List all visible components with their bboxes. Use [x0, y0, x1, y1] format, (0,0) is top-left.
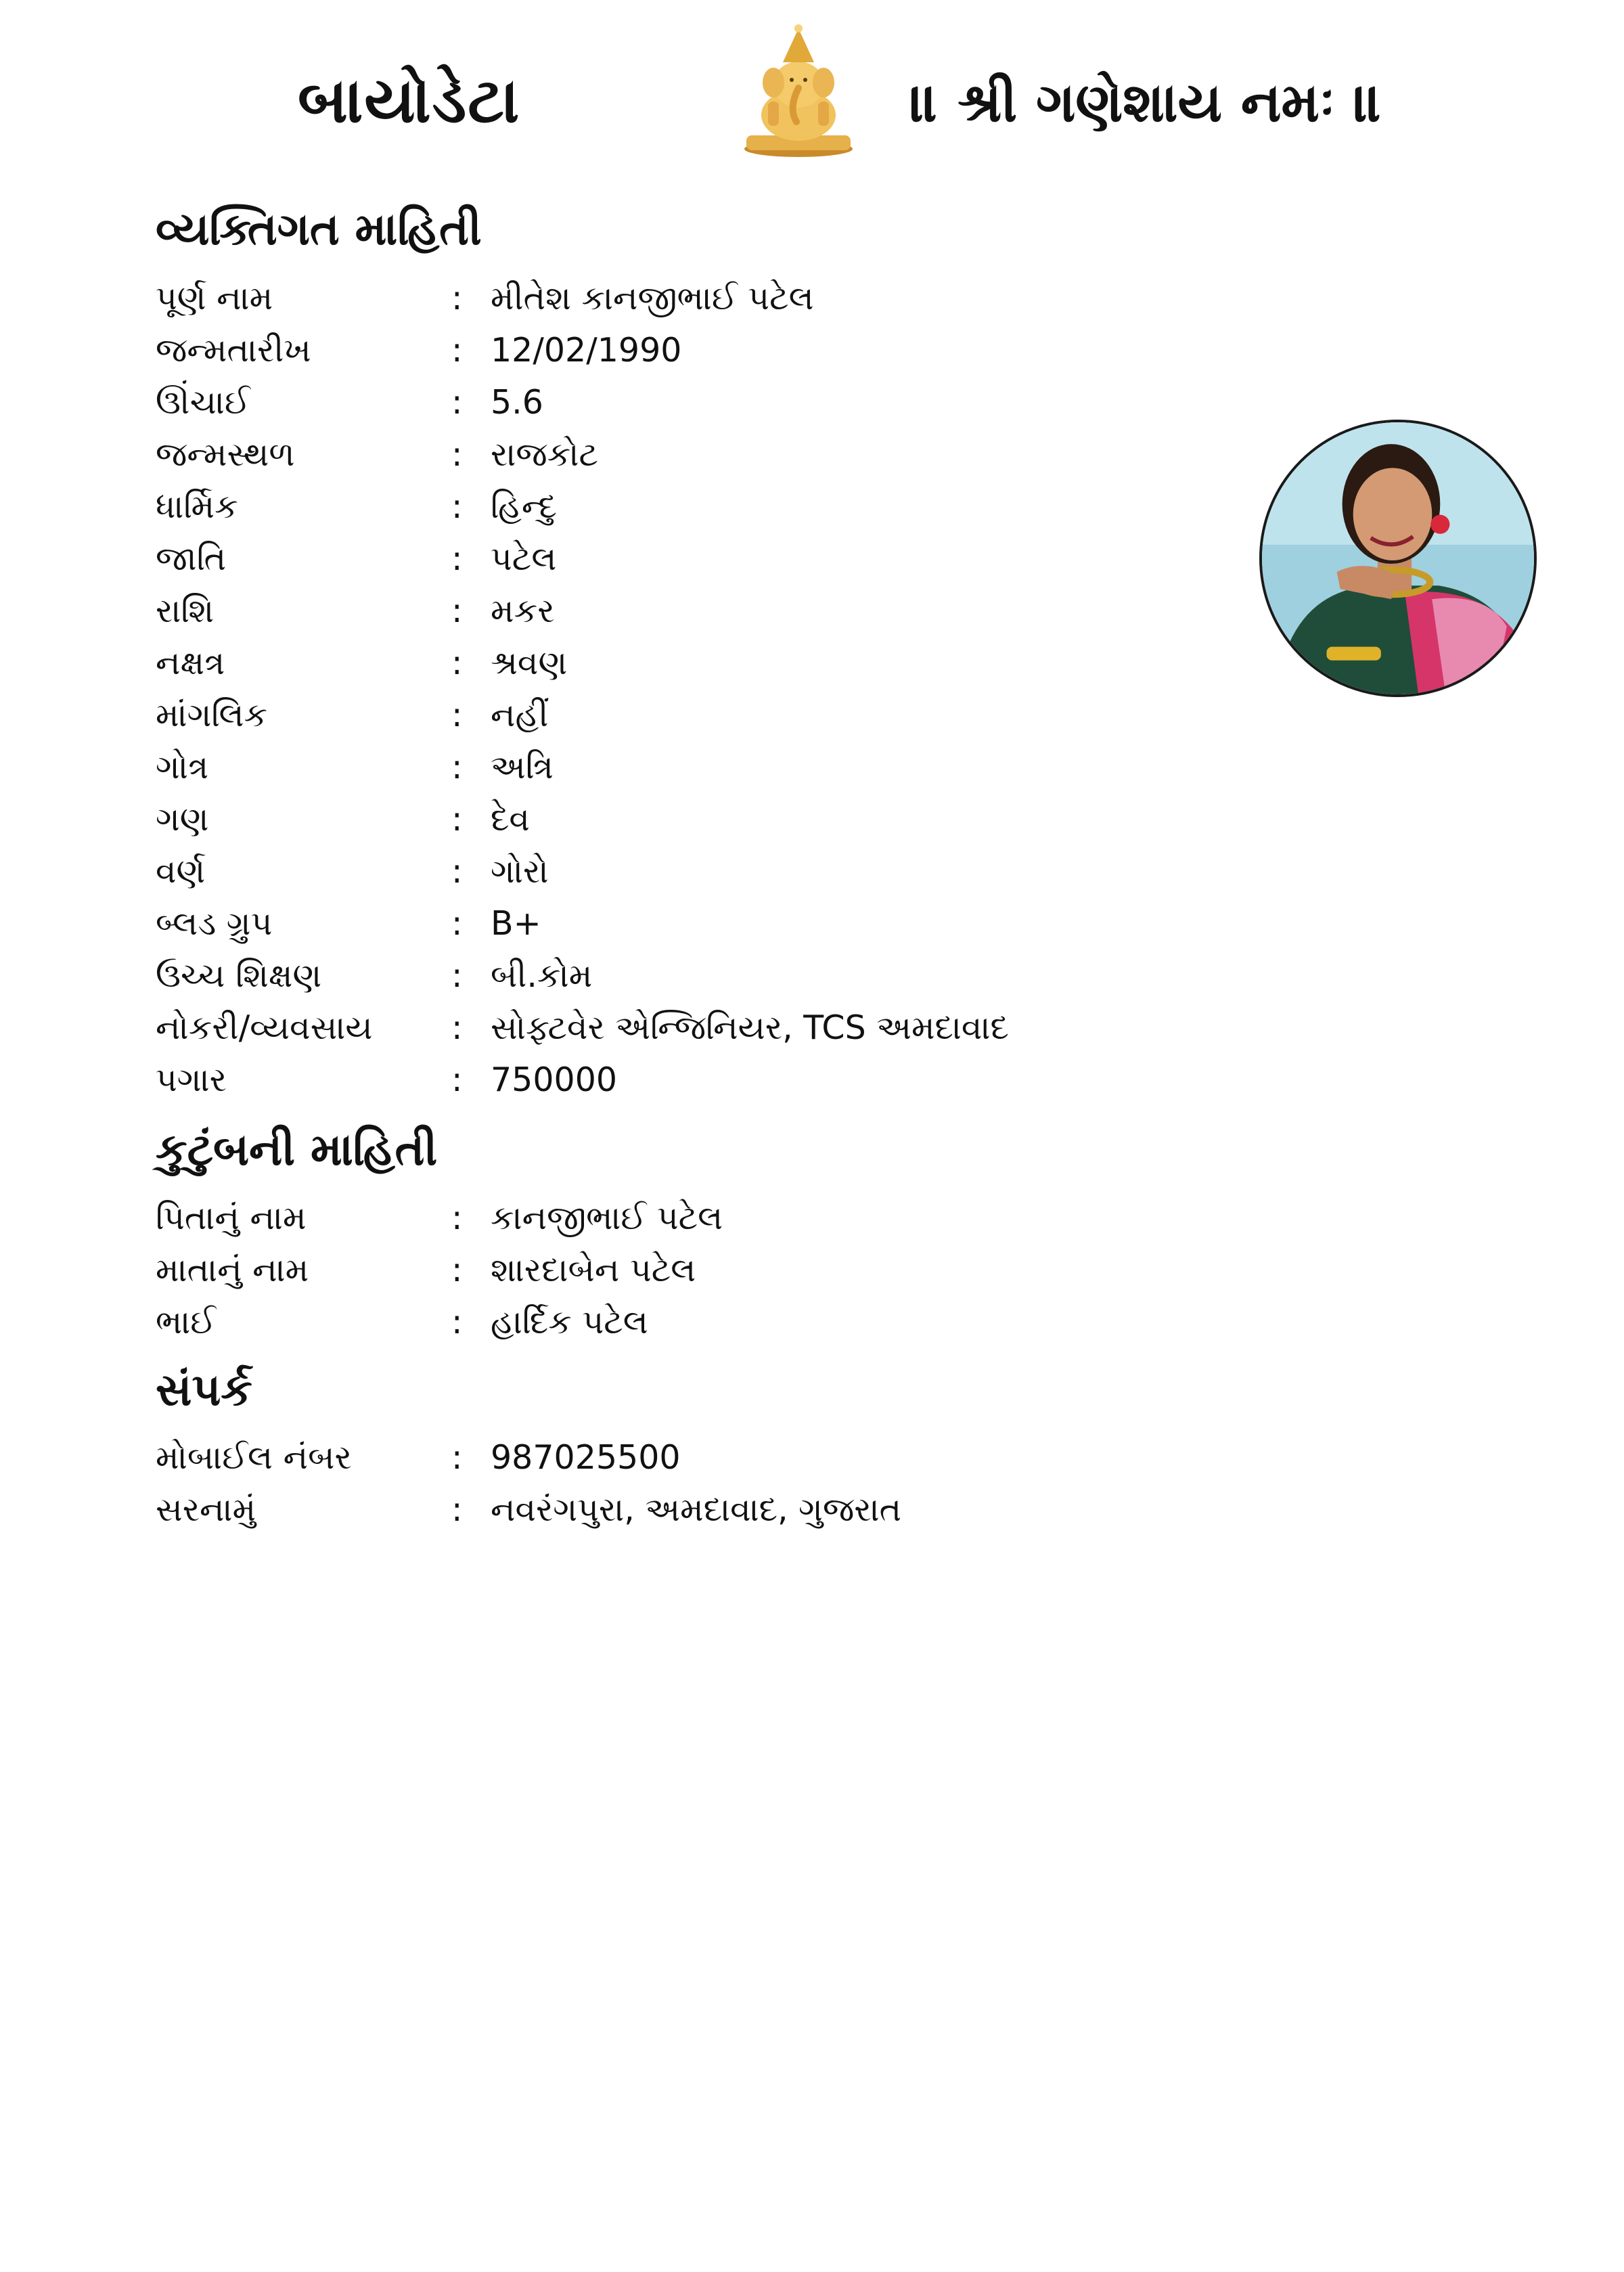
field-separator: :	[451, 487, 463, 526]
field-value: સોફ્ટવેર એન્જિનિયર, TCS અમદાવાદ	[491, 1008, 1009, 1047]
field-separator: :	[451, 279, 463, 317]
personal-info-heading: વ્યક્તિગત માહિતી	[156, 203, 482, 255]
field-label: વર્ણ	[156, 852, 206, 891]
field-label: નોકરી/વ્યવસાય	[156, 1008, 373, 1047]
personal-field-row	[156, 847, 1171, 897]
personal-field-row	[156, 586, 1171, 636]
family-field-row	[156, 1245, 1171, 1295]
family-info-heading: કુટુંબની માહિતી	[156, 1123, 438, 1176]
field-separator: :	[451, 1251, 463, 1289]
contact-field-row	[156, 1433, 1171, 1483]
field-label: ઊંચાઈ	[156, 383, 250, 422]
field-value: B+	[491, 904, 541, 943]
invocation-text: ॥ શ્રી ગણેશાય નમઃ ॥	[910, 71, 1382, 134]
field-separator: :	[451, 539, 463, 578]
field-separator: :	[451, 331, 463, 370]
personal-field-row	[156, 326, 1171, 376]
field-value: 5.6	[491, 383, 543, 422]
field-value: મકર	[491, 592, 555, 630]
field-label: નક્ષત્ર	[156, 644, 225, 682]
field-label: મોબાઈલ નંબર	[156, 1438, 352, 1477]
field-label: જાતિ	[156, 539, 227, 578]
family-field-row	[156, 1193, 1171, 1243]
field-label: ગણ	[156, 800, 209, 839]
field-separator: :	[451, 1008, 463, 1047]
field-value: પટેલ	[491, 539, 557, 578]
field-label: જન્મતારીખ	[156, 331, 311, 370]
contact-heading: સંપર્ક	[156, 1364, 252, 1416]
personal-field-row	[156, 899, 1171, 949]
page-header	[0, 0, 1624, 176]
field-separator: :	[451, 1061, 463, 1099]
contact-field-row	[156, 1485, 1171, 1535]
field-label: સરનામું	[156, 1490, 256, 1529]
field-value: રાજકોટ	[491, 435, 599, 474]
field-separator: :	[451, 852, 463, 891]
field-label: માતાનું નામ	[156, 1251, 309, 1289]
field-value: દેવ	[491, 800, 530, 839]
field-value: કાનજીભાઈ પટેલ	[491, 1199, 723, 1237]
field-value: 987025500	[491, 1438, 681, 1477]
field-value: બી.કોમ	[491, 956, 593, 995]
field-value: મીતેશ કાનજીભાઈ પટેલ	[491, 279, 814, 317]
field-separator: :	[451, 1490, 463, 1529]
field-value: ગોરો	[491, 852, 549, 891]
field-separator: :	[451, 1438, 463, 1477]
field-label: ભાઈ	[156, 1303, 217, 1341]
field-separator: :	[451, 383, 463, 422]
field-label: ધાર્મિક	[156, 487, 238, 526]
field-label: પૂર્ણ નામ	[156, 279, 273, 317]
document-title: બાયોડેટા	[298, 64, 521, 137]
field-value: શ્રવણ	[491, 644, 568, 682]
personal-field-row	[156, 690, 1171, 740]
field-value: હિન્દુ	[491, 487, 557, 526]
profile-photo	[1259, 420, 1537, 697]
personal-field-row	[156, 273, 1171, 324]
field-label: જન્મસ્થળ	[156, 435, 295, 474]
field-label: પગાર	[156, 1061, 227, 1099]
personal-field-row	[156, 742, 1171, 793]
ganesha-icon	[741, 20, 856, 159]
field-separator: :	[451, 592, 463, 630]
field-value: હાર્દિક પટેલ	[491, 1303, 648, 1341]
personal-field-row	[156, 482, 1171, 532]
field-label: રાશિ	[156, 592, 215, 630]
family-field-row	[156, 1297, 1171, 1347]
field-value: 12/02/1990	[491, 331, 682, 370]
field-separator: :	[451, 696, 463, 734]
field-label: ઉચ્ચ શિક્ષણ	[156, 956, 322, 995]
personal-field-row	[156, 795, 1171, 845]
field-separator: :	[451, 748, 463, 786]
personal-field-row	[156, 1003, 1171, 1053]
field-separator: :	[451, 1199, 463, 1237]
field-label: માંગલિક	[156, 696, 268, 734]
field-separator: :	[451, 1303, 463, 1341]
field-value: નહીં	[491, 696, 549, 734]
personal-field-row	[156, 430, 1171, 480]
field-label: બ્લડ ગ્રુપ	[156, 904, 273, 943]
field-label: પિતાનું નામ	[156, 1199, 307, 1237]
field-separator: :	[451, 644, 463, 682]
personal-field-row	[156, 534, 1171, 584]
field-value: નવરંગપુરા, અમદાવાદ, ગુજરાત	[491, 1490, 902, 1529]
personal-field-row	[156, 378, 1171, 428]
personal-field-row	[156, 951, 1171, 1001]
field-value: 750000	[491, 1061, 618, 1099]
field-value: શારદાબેન પટેલ	[491, 1251, 696, 1289]
field-separator: :	[451, 904, 463, 943]
field-separator: :	[451, 435, 463, 474]
personal-field-row	[156, 638, 1171, 688]
field-separator: :	[451, 956, 463, 995]
field-label: ગોત્ર	[156, 748, 209, 786]
field-separator: :	[451, 800, 463, 839]
field-value: અત્રિ	[491, 748, 554, 786]
personal-field-row	[156, 1055, 1171, 1105]
